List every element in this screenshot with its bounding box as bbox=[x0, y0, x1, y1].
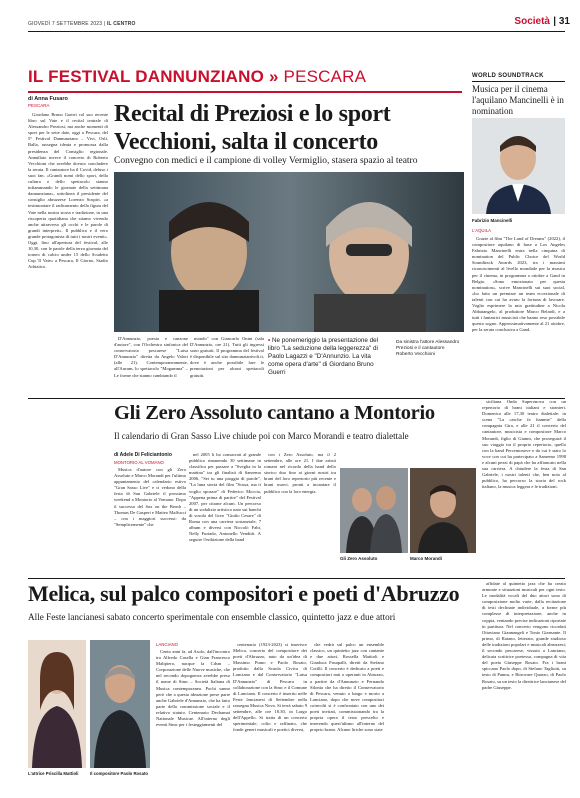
festival-city: PESCARA bbox=[283, 67, 367, 86]
article3-col-4: affidate al quintetto jazz che ha creato armonie e situazioni musicali per ogni testo. Le modalità vocali del duo attori sono di composizione molto varie, dalla recitazione di testi declinate individuale, a forme più complesse di interpretazione, anche in coppia, ventando precise indicazioni riportate in partitura. Nel concerto vengono ricordati Ottaviano Giannangeli e Tonio Giansante. Il primo, di Raiano, letterato, grande studioso delle tradizioni popolari e musicali abruzzesi; il secondo pescarese, vissuto a Lanciano, delicata scrittrice poetessa, compagna di vita del poeta Giuseppe Rosato. Fra i brani spiccano Paolo dopo, di Stefano Tagliotti, su testo di Pannu, e Ritrovare Quarzo, di Paolo Rosato, su un testo la direttrice lancianese del padre Giuseppe. bbox=[482, 581, 566, 690]
section-label: Società bbox=[514, 16, 550, 27]
main-photo-caption: Da sinistra l'attore Alessandro Preziosi e il cantautore Roberto Vecchioni bbox=[396, 340, 460, 357]
article3-col-3: che vedrà sul palco un ensemble classico, un quintetto jazz con cantante e due attori, Rossella Mattioli e Gianluca Fusapalli, diretti da Stefano Cotilli. Il concerto è dedicato a poeti e compositori nati o operanti in Abruzzo, a partire da d'Annunzio e Fernando Silonia che ha diretto il Conservatorio di Pescara, venuto a lungo e morto a Lanciano, dopo che nove compositori coinvolti si è confrontato con uno dei poeti invitati, commissionando tra la propria opera il testo prescelto e inserendo quest'ultimo all'interno del proprio brano. Alcune liriche sono state bbox=[310, 642, 384, 733]
section-divider-2 bbox=[28, 578, 565, 579]
article3-headline: Melica, sul palco compositori e poeti d'Abruzzo bbox=[28, 581, 460, 606]
sidebar-place: L'AQUILA bbox=[472, 228, 491, 233]
zero-assoluto-illustration bbox=[340, 468, 408, 553]
article3-col-2: centenario (1923-2023) si inserisce Melica, concerto del compositore dei poeti d'Abruzzo, nato da un'idea di Massimo Pumo e Paolo Rosato, prodotto dalla Scuola Civica di Lanciano e dal Conservatorio "Luisa D'Annunzio" di Pescara in collaborazione con la Simc e il Comune di Lanciano. Il concerto è inserito nelle Feste lancianesi di Settembre nella rassegna Musica Nova. Si terrà sabato 9 settembre, alle ore 18.30, in Largo dell'Appello. Si tratta di un concerto sperimentale, colto e raffinato, che fonde generi musicali e poetici diversi, bbox=[233, 642, 307, 733]
priscilla-mattioli-caption: L'attrice Priscilla Mattioli bbox=[28, 771, 79, 776]
header-date: GIOVEDÌ 7 SETTEMBRE 2023 | IL CENTRO bbox=[28, 21, 136, 27]
article2-col-1: Musica d'autore con gli Zero Assoluto e Marco Morandi per l'ultimo appuntamento del calendario estivo "Gran Sasso Live" e ci vedono della festa di San Gabriele il prossimo weekend a Montorio al Vomano. Dopo il successo del Sax on the Beach – Thomas De Gasperi e Matteo Maffucci – con i maggiori successi: da "Semplicemente" che bbox=[114, 467, 186, 527]
sidebar-tag: WORLD SOUNDTRACK bbox=[472, 73, 544, 79]
article3-subhead: Alle Feste lancianesi sabato concerto sperimentale con ensemble classico, quintetto jazz e due attori bbox=[28, 612, 396, 622]
article2-byline: di Adele Di Feliciantonio bbox=[114, 452, 172, 458]
article2-col-4: siciliana Onda Superonova con un repertorio di brani italiani e stranieri. Domenica alle 17,30 teatro dialettale: in scena "La casche fa fiamme" della compagnia Gira, e alle 21 il concerto del cantautore, musicista e compositore Marco Morandi, figlio di Gianni, che proseguirà il suo viaggio tra il proprio repertorio, quello con la band Percentonove e da cui è stato lo voce con cui ha partecipato a Sanremo 1998 e alcuni pezzi di papà che ha affiancato nella sua carriera. A chiudere la festa di San Gabriele, i nostri talenti che, ben noto al pubblico, ha percorso la storia del rock italiano, la musica leggera e le tradizioni. bbox=[482, 399, 566, 490]
marco-morandi-illustration bbox=[410, 468, 476, 553]
main-col-1: Giordano Bruno Guerri col suo recente libro sul Vate e il recital teatrale di Alessandro Preziosi, ma anche momenti di sport per le sette date, oggi a Pescara, del 5° Festival Dannunziano – Vivi, Osli, Balla, rassegna ideata e promossa dalla presidenza del Consiglio regionale. Annullato invece il concerto di Roberto Vecchioni che avrebbe dovuto concludere la serata. Il cantautore ha il Covid, deluso i suoi fan. «Grandi nomi dello sport, della cultura e dello spettacolo stanno infiammando le giornate della settimana dannunziana», sottolinea il presidente del consiglio abruzzese Lorenzo Sospiri, «a testimoniare il radicamento della figura del Vate nella nostra storia e tradizione, in una riscoperta quotidiana che stiamo vivendo anche attraverso gli occhi e le parole di grandi interpreti». Il pubblico e il vero grande protagonista di tutti i nostri eventi». Oggi, fino all'apertura del festival, alle 10,30, con le parole della terza giornata del torneo di calcio under 15 dello Scudetto Cup 'Il Vate» a Pescara, Il Giorno, Stadio Adriatico. bbox=[28, 112, 108, 270]
main-col-b2: mondo" con Giancarlo Onini (sala D'Annunzio, ore 21). Tutti gli ingressi sono gratuiti. Il programma del festival è disponibile sul sito dannunzianivoli.it, dove è anche possibile fare le prenotazioni per alcuni spettacoli gratuiti. bbox=[190, 336, 264, 378]
main-headline: Recital di Preziosi e lo sport Vecchioni, salta il concerto bbox=[114, 101, 391, 155]
main-pull-quote: • Ne ponemeriggio la presentazione del libro "La seduzione della leggerezza" di Paolo Lagazzi e "D'Annunzio. La vita come opera d'arte" di Giordano Bruno Guerri bbox=[268, 337, 379, 376]
article2-place: MONTORIO AL VOMANO bbox=[114, 460, 164, 465]
priscilla-mattioli-illustration bbox=[28, 640, 86, 768]
main-place: PESCARA bbox=[28, 103, 50, 108]
sidebar-rule bbox=[472, 81, 565, 82]
main-photo-illustration bbox=[114, 172, 464, 332]
main-col-b1: D'Annunzio, poesia e canzone d'autore", con l'Orchestra sinfonica del conservatorio pescarese "Luisa D'Annunzio" diretta da Angelo Valori (alle 21). Contemporaneamente, all'Aurum, lo spettacolo "Mogamma" – Le forme che stanno cambiando il bbox=[114, 336, 188, 378]
festival-arrow: » bbox=[268, 67, 279, 86]
sidebar-photo-illustration bbox=[472, 118, 565, 214]
sidebar-photo bbox=[472, 118, 565, 214]
main-photo bbox=[114, 172, 464, 332]
festival-title: IL FESTIVAL DANNUNZIANO bbox=[28, 67, 264, 86]
paolo-rosato-photo bbox=[90, 640, 150, 768]
priscilla-mattioli-photo bbox=[28, 640, 86, 768]
sidebar-caption: Fabrizio Mancinelli bbox=[472, 218, 513, 223]
sidebar-title: Musica per il cinema l'aquilano Mancinelli è in nomination bbox=[472, 84, 564, 116]
header-rule bbox=[28, 31, 565, 32]
quote-marker: • bbox=[268, 337, 271, 344]
marco-morandi-caption: Marco Morandi bbox=[410, 556, 443, 561]
header-paper: IL CENTRO bbox=[106, 21, 136, 27]
page-header bbox=[0, 0, 580, 40]
page-number: | 31 bbox=[553, 16, 570, 27]
sidebar-text: Grazie al film "The Land of Dreams" (2022), il compositore aquilano di base a Los Angeles Fabrizio Mancinelli entra nella cinquina di nomination del Public Choice del World Soundtrack Awards 2023, tra i massimi riconoscimenti al livello mondiale per la musica per il cinema, in programma a ottobre a Gand in Belgio. «Sono emozionato per questa nomination», scrive Mancinelli sui suoi social, «ho fatto un premiare un team eccezionale di talenti con cui ho avuto la fortuna di lavorare. Voglio esprimere la mia gratitudine a Nicola Abbatangelo, al produttore Marco Belardi, e a tutti i fantastici musicisti che hanno reso possibile questo sogno. Approssimativamente al 21 ottobre, per la serata conclusiva a Gand. bbox=[472, 236, 565, 333]
paolo-rosato-caption: Il compositore Paolo Rosato bbox=[90, 771, 149, 776]
article2-subhead: Il calendario di Gran Sasso Live chiude poi con Marco Morandi e teatro dialettale bbox=[114, 431, 409, 441]
zero-assoluto-caption: Gli Zero Assoluto bbox=[340, 556, 378, 561]
article2-col-3: con i Zero Assoluto, ma il 2 settembre, alle ore 21. I due artisti romani nel ricordo della band dello storico duo fino ai giorni nostri tra brani del loro repertorio più recente e brani nuovi, pronti a incantare il pubblico con la loro energia. bbox=[264, 452, 336, 494]
article2-headline: Gli Zero Assoluto cantano a Montorio bbox=[114, 402, 435, 424]
marco-morandi-photo bbox=[410, 468, 476, 553]
article3-col-1: Cento anni fa, ad Asolo, dall'incontro tra Alfredo Casella e Gian Francesco Malipiero, nacque la Cdsm – Corporazione delle Nuove musiche, che nel secondo dopoguerra avrebbe preso il nome di Simc – Società Italiana di Musica contemporanea. Pochi sanno però che a questa ideazione prese parte anche Gabriele d'Annunzio, che ha fatto parte della commissione sociale e il relativo statuto. Centenario Dechamat Nationale Musicae. All'interno degli eventi Simc per i festeggiamenti del bbox=[156, 649, 230, 728]
main-subhead: Convegno con medici e il campione di volley Vermiglio, stasera spazio al teatro bbox=[114, 156, 418, 166]
festival-banner bbox=[28, 67, 462, 93]
zero-assoluto-photo bbox=[340, 468, 408, 553]
main-byline: di Anna Fusaro bbox=[28, 96, 68, 102]
article2-col-2: nel 2005 li ha consacrati al grande pubblico rimanendo 30 settimane in classifica per passare a "Sveglia in la mattina" tra gli finalisti di Sanremo 2006, "Sei tu una pioggia di parole", "La luna storta del film "Scusa, ma ti voglio sposare" di Federico Moccia, "Appena prima di partire" del Festival 2007, per citarne alcuni. Un percorso di un sodalizio artistico nato sui banchi di scuola del liceo "Giulio Cesare" di Roma con una carriera sostanziale, 7 album e diversi con Niccolò Fabi, Nelly Furtado, Antonello Venditti. A seguire l'esibizione della band bbox=[189, 452, 261, 543]
festival-rule bbox=[28, 91, 462, 93]
article3-place: LANCIANO bbox=[156, 642, 178, 647]
paolo-rosato-illustration bbox=[90, 640, 150, 768]
